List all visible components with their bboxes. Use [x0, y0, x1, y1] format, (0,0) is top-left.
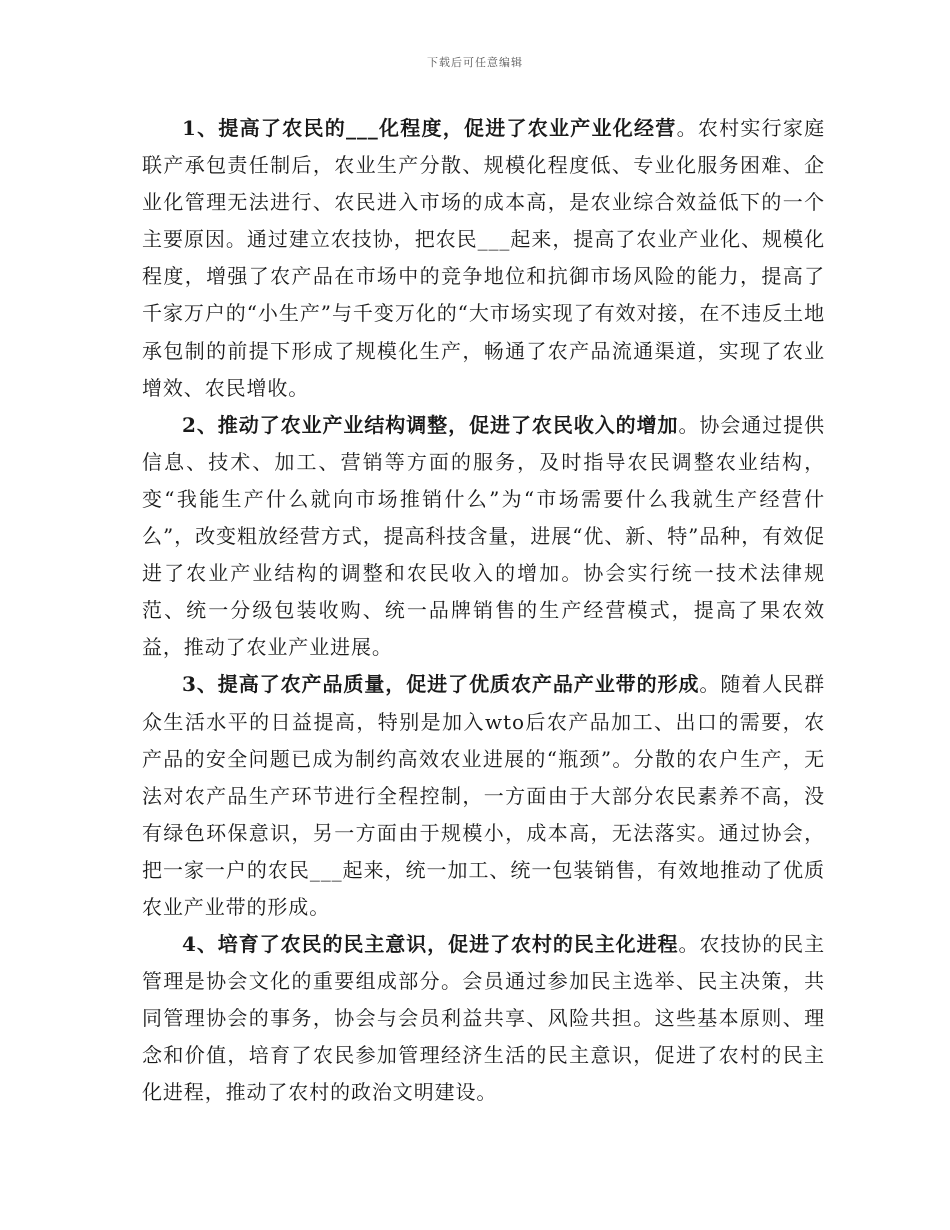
paragraph-4-text: 。农技协的民主管理是协会文化的重要组成部分。会员通过参加民主选举、民主决策，共同管理协会的事务，协会与会员利益共享、风险共担。这些基本原则、理念和价值，培育了农民参加管理经济生活的民主意识，促进了农村的民主化进程，推动了农村的政治文明建设。 — [142, 932, 825, 1105]
paragraph-3-heading: 3、提高了农产品质量，促进了优质农产品产业带的形成 — [182, 672, 700, 697]
paragraph-1 — [142, 110, 825, 407]
paragraph-2-heading: 2、推动了农业产业结构调整，促进了农民收入的增加 — [182, 412, 679, 437]
paragraph-4-heading: 4、培育了农民的民主意识，促进了农村的民主化进程 — [182, 932, 679, 957]
paragraph-4 — [142, 926, 825, 1111]
paragraph-1-heading: 1、提高了农民的___化程度，促进了农业产业化经营 — [182, 116, 677, 140]
paragraph-3 — [142, 666, 825, 926]
paragraph-1-text: 。农村实行家庭联产承包责任制后，农业生产分散、规模化程度低、专业化服务困难、企业化管理无法进行、农民进入市场的成本高，是农业综合效益低下的一个主要原因。通过建立农技协，把农民___起来，提高了农业产业化、规模化程度，增强了农产品在市场中的竞争地位和抗御市场风险的能力，提高了千家万户的“小生产”与千变万化的“大市场实现了有效对接，在不违反土地承包制的前提下形成了规模化生产，畅通了农产品流通渠道，实现了农业增效、农民增收。 — [142, 116, 825, 400]
paragraph-3-text: 。随着人民群众生活水平的日益提高，特别是加入wto后农产品加工、出口的需要，农产品的安全问题已成为制约高效农业进展的“瓶颈”。分散的农户生产，无法对农产品生产环节进行全程控制，一方面由于大部分农民素养不高，没有绿色环保意识，另一方面由于规模小，成本高，无法落实。通过协会，把一家一户的农民___起来，统一加工、统一包装销售，有效地推动了优质农业产业带的形成。 — [142, 672, 826, 919]
document-body — [142, 110, 825, 1112]
page-header: 下载后可任意编辑 — [427, 56, 523, 69]
paragraph-2 — [142, 407, 825, 667]
paragraph-2-text: 。协会通过提供信息、技术、加工、营销等方面的服务，及时指导农民调整农业结构，变“我能生产什么就向市场推销什么”为“市场需要什么我就生产经营什么”，改变粗放经营方式，提高科技含量，进展“优、新、特”品种，有效促进了农业产业结构的调整和农民收入的增加。协会实行统一技术法律规范、统一分级包装收购、统一品牌销售的生产经营模式，提高了果农效益，推动了农业产业进展。 — [142, 412, 825, 660]
